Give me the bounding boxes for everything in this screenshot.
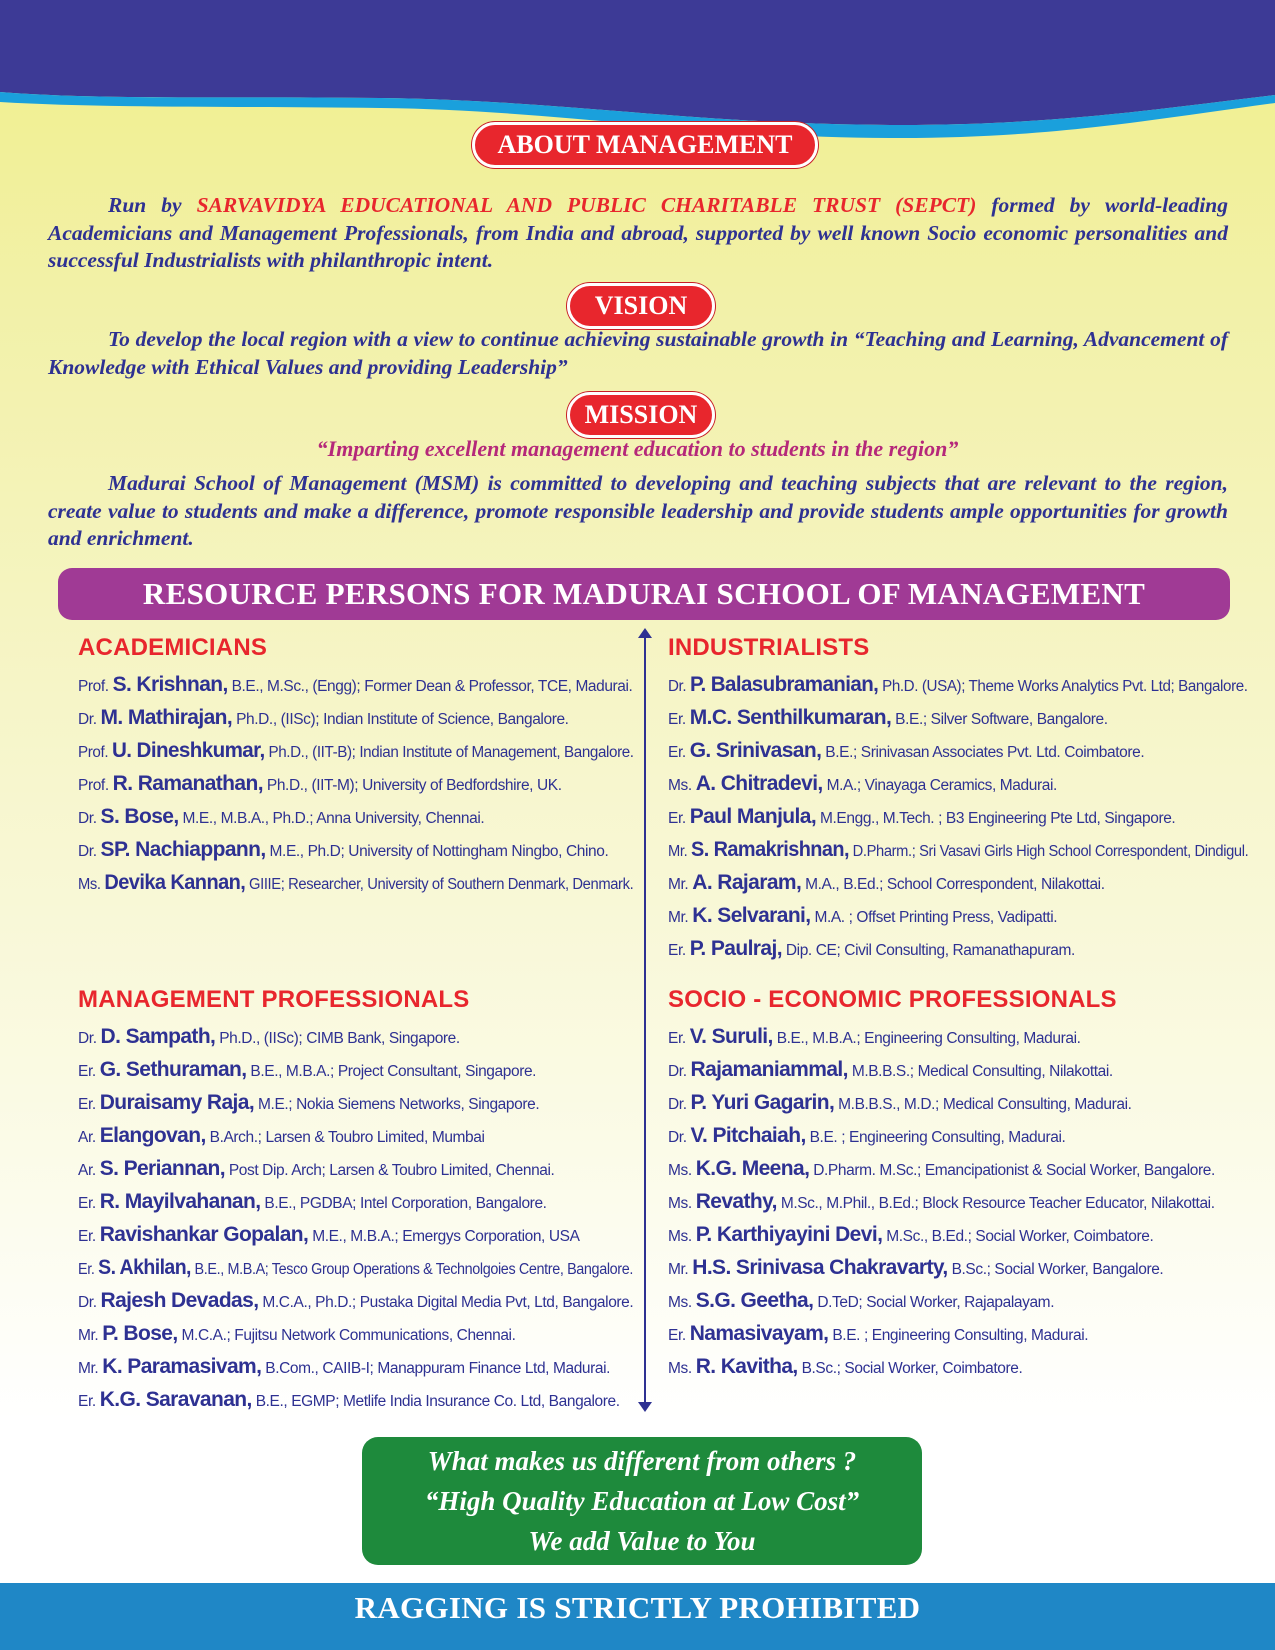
person-name: K. Selvarani, bbox=[692, 904, 811, 927]
person-entry bbox=[78, 1218, 633, 1251]
person-detail: Ph.D., (IIT-M); University of Bedfordshire, UK. bbox=[266, 777, 562, 794]
person-entry bbox=[668, 668, 1248, 701]
person-prefix: Dr. bbox=[78, 1294, 97, 1311]
person-detail: B.E. ; Engineering Consulting, Madurai. bbox=[832, 1327, 1089, 1344]
person-prefix: Er. bbox=[78, 1393, 96, 1410]
person-detail: B.E., M.B.A.; Engineering Consulting, Madurai. bbox=[776, 1030, 1081, 1047]
person-entry bbox=[78, 1020, 633, 1053]
person-name: S. Krishnan, bbox=[112, 673, 228, 696]
person-prefix: Mr. bbox=[78, 1327, 99, 1344]
mission-text bbox=[48, 470, 1228, 553]
industrialists-list bbox=[668, 668, 1248, 965]
person-entry bbox=[78, 1350, 633, 1383]
person-name: V. Suruli, bbox=[689, 1025, 773, 1048]
person-name: Elangovan, bbox=[99, 1124, 206, 1147]
person-entry bbox=[668, 800, 1248, 833]
person-name: S. Akhilan, bbox=[98, 1256, 191, 1279]
person-name: K. Paramasivam, bbox=[102, 1355, 262, 1378]
person-detail: M.A., B.Ed.; School Correspondent, Nilakottai. bbox=[805, 876, 1105, 893]
management-professionals-section bbox=[78, 986, 633, 1416]
person-prefix: Dr. bbox=[78, 711, 97, 728]
person-entry bbox=[668, 1284, 1248, 1317]
about-rest: formed by world-leading Academicians and Management Professionals, from India and abroad, supported by well known Socio economic personalities and successful Industrialists with philanthropic intent. bbox=[48, 193, 1229, 272]
person-prefix: Er. bbox=[668, 744, 686, 761]
person-detail: GIIIE; Researcher, University of Southern Denmark, Denmark. bbox=[249, 876, 634, 893]
person-name: A. Chitradevi, bbox=[695, 772, 823, 795]
person-detail: M.A.; Vinayaga Ceramics, Madurai. bbox=[826, 777, 1057, 794]
industrialists-title: INDUSTRIALISTS bbox=[668, 634, 870, 661]
person-entry bbox=[668, 899, 1248, 932]
person-entry bbox=[668, 1053, 1248, 1086]
person-detail: B.Com., CAIIB-I; Manappuram Finance Ltd, Madurai. bbox=[265, 1360, 611, 1377]
person-prefix: Mr. bbox=[668, 1261, 689, 1278]
person-prefix: Dr. bbox=[78, 1030, 97, 1047]
person-entry bbox=[78, 1119, 633, 1152]
management-professionals-title: MANAGEMENT PROFESSIONALS bbox=[78, 986, 470, 1013]
person-name: Revathy, bbox=[695, 1190, 777, 1213]
person-prefix: Ms. bbox=[668, 1294, 692, 1311]
person-prefix: Ms. bbox=[78, 876, 101, 893]
person-entry bbox=[78, 1251, 633, 1284]
tagline-line-3: We add Value to You bbox=[528, 1526, 756, 1556]
person-entry bbox=[78, 1185, 633, 1218]
person-detail: M.E., M.B.A., Ph.D.; Anna University, Chennai. bbox=[182, 810, 485, 827]
mission-text-content: Madurai School of Management (MSM) is committed to developing and teaching subjects that are relevant to the region, create value to students and make a difference, promote responsible leadership and provide students ample opportunities for growth and enrichment. bbox=[48, 471, 1228, 550]
person-prefix: Er. bbox=[668, 1327, 686, 1344]
tagline-line-2: “High Quality Education at Low Cost” bbox=[424, 1486, 860, 1516]
person-name: M. Mathirajan, bbox=[100, 706, 233, 729]
person-prefix: Dr. bbox=[668, 1096, 687, 1113]
person-prefix: Er. bbox=[78, 1195, 96, 1212]
person-prefix: Prof. bbox=[78, 744, 109, 761]
person-detail: M.C.A.; Fujitsu Network Communications, Chennai. bbox=[181, 1327, 516, 1344]
person-prefix: Er. bbox=[78, 1063, 96, 1080]
person-prefix: Mr. bbox=[78, 1360, 99, 1377]
vision-heading: VISION bbox=[567, 283, 715, 329]
person-entry bbox=[78, 800, 633, 833]
person-prefix: Er. bbox=[78, 1228, 96, 1245]
socio-economic-section bbox=[668, 986, 1248, 1383]
person-name: Duraisamy Raja, bbox=[99, 1091, 255, 1114]
industrialists-section bbox=[668, 634, 1248, 965]
person-entry bbox=[668, 1251, 1248, 1284]
socio-economic-title: SOCIO - ECONOMIC PROFESSIONALS bbox=[668, 986, 1117, 1013]
person-entry bbox=[78, 1053, 633, 1086]
tagline-line-1: What makes us different from others ? bbox=[427, 1446, 857, 1476]
person-detail: M.B.B.S., M.D.; Medical Consulting, Madurai. bbox=[838, 1096, 1132, 1113]
socio-economic-list bbox=[668, 1020, 1248, 1383]
person-entry bbox=[78, 701, 633, 734]
person-entry bbox=[78, 1284, 633, 1317]
person-entry bbox=[78, 1152, 633, 1185]
person-prefix: Er. bbox=[668, 1030, 686, 1047]
person-entry bbox=[668, 833, 1249, 866]
person-detail: Ph.D., (IISc); Indian Institute of Science, Bangalore. bbox=[236, 711, 569, 728]
person-detail: D.Pharm.; Sri Vasavi Girls High School Correspondent, Dindigul. bbox=[852, 843, 1249, 860]
person-prefix: Prof. bbox=[78, 678, 109, 695]
person-entry bbox=[78, 833, 633, 866]
about-run-by: Run by bbox=[108, 193, 182, 217]
person-name: S.G. Geetha, bbox=[695, 1289, 814, 1312]
person-prefix: Ms. bbox=[668, 1360, 692, 1377]
person-entry bbox=[668, 866, 1248, 899]
person-detail: D.Pharm. M.Sc.; Emancipationist & Social Worker, Bangalore. bbox=[813, 1162, 1215, 1179]
about-management-heading: ABOUT MANAGEMENT bbox=[472, 122, 818, 168]
person-name: P. Paulraj, bbox=[689, 937, 782, 960]
person-name: SP. Nachiappann, bbox=[100, 838, 266, 861]
person-entry bbox=[78, 767, 633, 800]
person-entry bbox=[668, 1119, 1248, 1152]
person-detail: M.E.; Nokia Siemens Networks, Singapore. bbox=[258, 1096, 540, 1113]
person-detail: B.E., PGDBA; Intel Corporation, Bangalore. bbox=[264, 1195, 547, 1212]
person-prefix: Prof. bbox=[78, 777, 109, 794]
person-name: Rajamaniammal, bbox=[690, 1058, 848, 1081]
person-name: Rajesh Devadas, bbox=[100, 1289, 259, 1312]
mission-quote: “Imparting excellent management education to students in the region” bbox=[316, 436, 959, 461]
person-prefix: Ms. bbox=[668, 1195, 692, 1212]
resource-persons-banner: RESOURCE PERSONS FOR MADURAI SCHOOL OF MANAGEMENT bbox=[58, 568, 1230, 620]
vision-text bbox=[48, 326, 1228, 381]
vision-text-content: To develop the local region with a view to continue achieving sustainable growth in “Teaching and Learning, Advancement of Knowledge with Ethical Values and providing Leadership” bbox=[48, 327, 1228, 379]
person-detail: B.E., M.Sc., (Engg); Former Dean & Professor, TCE, Madurai. bbox=[231, 678, 633, 695]
divider-arrow-down-icon bbox=[638, 1402, 652, 1412]
person-detail: M.B.B.S.; Medical Consulting, Nilakottai. bbox=[851, 1063, 1113, 1080]
person-entry bbox=[668, 1020, 1248, 1053]
person-name: P. Balasubramanian, bbox=[690, 673, 879, 696]
person-prefix: Er. bbox=[668, 942, 686, 959]
column-divider bbox=[644, 636, 646, 1402]
person-entry bbox=[78, 1317, 633, 1350]
person-name: S. Periannan, bbox=[99, 1157, 225, 1180]
person-name: Paul Manjula, bbox=[689, 805, 817, 828]
person-detail: M.Sc., M.Phil., B.Ed.; Block Resource Teacher Educator, Nilakottai. bbox=[780, 1195, 1215, 1212]
person-name: A. Rajaram, bbox=[692, 871, 802, 894]
person-detail: B.E., EGMP; Metlife India Insurance Co. Ltd, Bangalore. bbox=[255, 1393, 620, 1410]
person-prefix: Ar. bbox=[78, 1129, 96, 1146]
person-entry bbox=[78, 734, 634, 767]
person-prefix: Er. bbox=[668, 711, 686, 728]
person-entry bbox=[78, 866, 634, 899]
person-entry bbox=[668, 1350, 1248, 1383]
person-prefix: Er. bbox=[668, 810, 686, 827]
person-name: P. Karthiyayini Devi, bbox=[695, 1223, 883, 1246]
person-prefix: Dr. bbox=[668, 1129, 687, 1146]
person-detail: M.Engg., M.Tech. ; B3 Engineering Pte Ltd, Singapore. bbox=[820, 810, 1176, 827]
academicians-title: ACADEMICIANS bbox=[78, 634, 268, 661]
about-management-text bbox=[48, 192, 1228, 275]
person-entry bbox=[668, 701, 1248, 734]
person-name: G. Sethuraman, bbox=[99, 1058, 247, 1081]
person-name: K.G. Saravanan, bbox=[99, 1388, 252, 1411]
person-name: V. Pitchaiah, bbox=[690, 1124, 806, 1147]
person-detail: B.Arch.; Larsen & Toubro Limited, Mumbai bbox=[209, 1129, 485, 1146]
person-prefix: Dr. bbox=[668, 1063, 687, 1080]
person-detail: Dip. CE; Civil Consulting, Ramanathapuram. bbox=[785, 942, 1075, 959]
person-name: G. Srinivasan, bbox=[689, 739, 822, 762]
person-name: S. Ramakrishnan, bbox=[690, 838, 849, 861]
person-detail: B.Sc.; Social Worker, Coimbatore. bbox=[801, 1360, 1023, 1377]
person-entry bbox=[668, 932, 1248, 965]
tagline-box bbox=[362, 1437, 922, 1565]
management-professionals-list bbox=[78, 1020, 633, 1416]
person-entry bbox=[668, 1317, 1248, 1350]
mission-heading: MISSION bbox=[567, 392, 715, 438]
person-detail: B.E.; Srinivasan Associates Pvt. Ltd. Coimbatore. bbox=[825, 744, 1145, 761]
person-prefix: Mr. bbox=[668, 909, 689, 926]
person-prefix: Dr. bbox=[78, 810, 97, 827]
person-name: Namasivayam, bbox=[689, 1322, 829, 1345]
person-detail: M.A. ; Offset Printing Press, Vadipatti. bbox=[814, 909, 1058, 926]
ragging-prohibited-footer: RAGGING IS STRICTLY PROHIBITED bbox=[0, 1583, 1275, 1650]
person-detail: M.E., Ph.D; University of Nottingham Ningbo, Chino. bbox=[269, 843, 609, 860]
person-entry bbox=[668, 1152, 1248, 1185]
person-detail: B.E., M.B.A; Tesco Group Operations & Technolgoies Centre, Bangalore. bbox=[194, 1261, 633, 1278]
person-detail: Ph.D. (USA); Theme Works Analytics Pvt. Ltd; Bangalore. bbox=[882, 678, 1248, 695]
person-entry bbox=[668, 734, 1248, 767]
trust-name: SARVAVIDYA EDUCATIONAL AND PUBLIC CHARITABLE TRUST (SEPCT) bbox=[196, 193, 977, 217]
person-detail: Ph.D., (IIT-B); Indian Institute of Management, Bangalore. bbox=[268, 744, 634, 761]
person-detail: Ph.D., (IISc); CIMB Bank, Singapore. bbox=[219, 1030, 460, 1047]
person-entry bbox=[668, 1218, 1248, 1251]
person-name: P. Bose, bbox=[102, 1322, 178, 1345]
person-prefix: Dr. bbox=[78, 843, 97, 860]
person-entry bbox=[78, 1086, 633, 1119]
person-detail: M.E., M.B.A.; Emergys Corporation, USA bbox=[312, 1228, 580, 1245]
person-prefix: Ms. bbox=[668, 1228, 692, 1245]
person-detail: M.C.A., Ph.D.; Pustaka Digital Media Pvt, Ltd, Bangalore. bbox=[262, 1294, 634, 1311]
person-name: U. Dineshkumar, bbox=[111, 739, 265, 762]
person-name: S. Bose, bbox=[100, 805, 179, 828]
person-detail: B.E., M.B.A.; Project Consultant, Singapore. bbox=[250, 1063, 537, 1080]
person-name: H.S. Srinivasa Chakravarty, bbox=[692, 1256, 948, 1279]
person-entry bbox=[668, 1185, 1248, 1218]
person-name: P. Yuri Gagarin, bbox=[690, 1091, 835, 1114]
person-entry bbox=[668, 1086, 1248, 1119]
academicians-section bbox=[78, 634, 633, 899]
person-prefix: Mr. bbox=[668, 876, 689, 893]
person-detail: M.Sc., B.Ed.; Social Worker, Coimbatore. bbox=[886, 1228, 1154, 1245]
person-prefix: Dr. bbox=[668, 678, 687, 695]
person-prefix: Ms. bbox=[668, 1162, 692, 1179]
person-name: R. Kavitha, bbox=[695, 1355, 798, 1378]
person-entry bbox=[78, 1383, 633, 1416]
person-prefix: Ar. bbox=[78, 1162, 96, 1179]
person-name: Ravishankar Gopalan, bbox=[99, 1223, 309, 1246]
academicians-list bbox=[78, 668, 633, 899]
person-prefix: Ms. bbox=[668, 777, 692, 794]
person-name: K.G. Meena, bbox=[695, 1157, 810, 1180]
person-entry bbox=[78, 668, 632, 701]
person-name: Devika Kannan, bbox=[104, 871, 246, 894]
person-detail: B.E. ; Engineering Consulting, Madurai. bbox=[809, 1129, 1066, 1146]
person-name: R. Ramanathan, bbox=[112, 772, 263, 795]
person-prefix: Er. bbox=[78, 1261, 95, 1278]
person-detail: D.TeD; Social Worker, Rajapalayam. bbox=[817, 1294, 1055, 1311]
person-detail: Post Dip. Arch; Larsen & Toubro Limited, Chennai. bbox=[228, 1162, 555, 1179]
person-entry bbox=[668, 767, 1248, 800]
person-name: D. Sampath, bbox=[100, 1025, 216, 1048]
person-name: R. Mayilvahanan, bbox=[99, 1190, 261, 1213]
person-prefix: Mr. bbox=[668, 843, 688, 860]
person-prefix: Er. bbox=[78, 1096, 96, 1113]
person-name: M.C. Senthilkumaran, bbox=[689, 706, 892, 729]
person-detail: B.E.; Silver Software, Bangalore. bbox=[895, 711, 1108, 728]
person-detail: B.Sc.; Social Worker, Bangalore. bbox=[951, 1261, 1164, 1278]
